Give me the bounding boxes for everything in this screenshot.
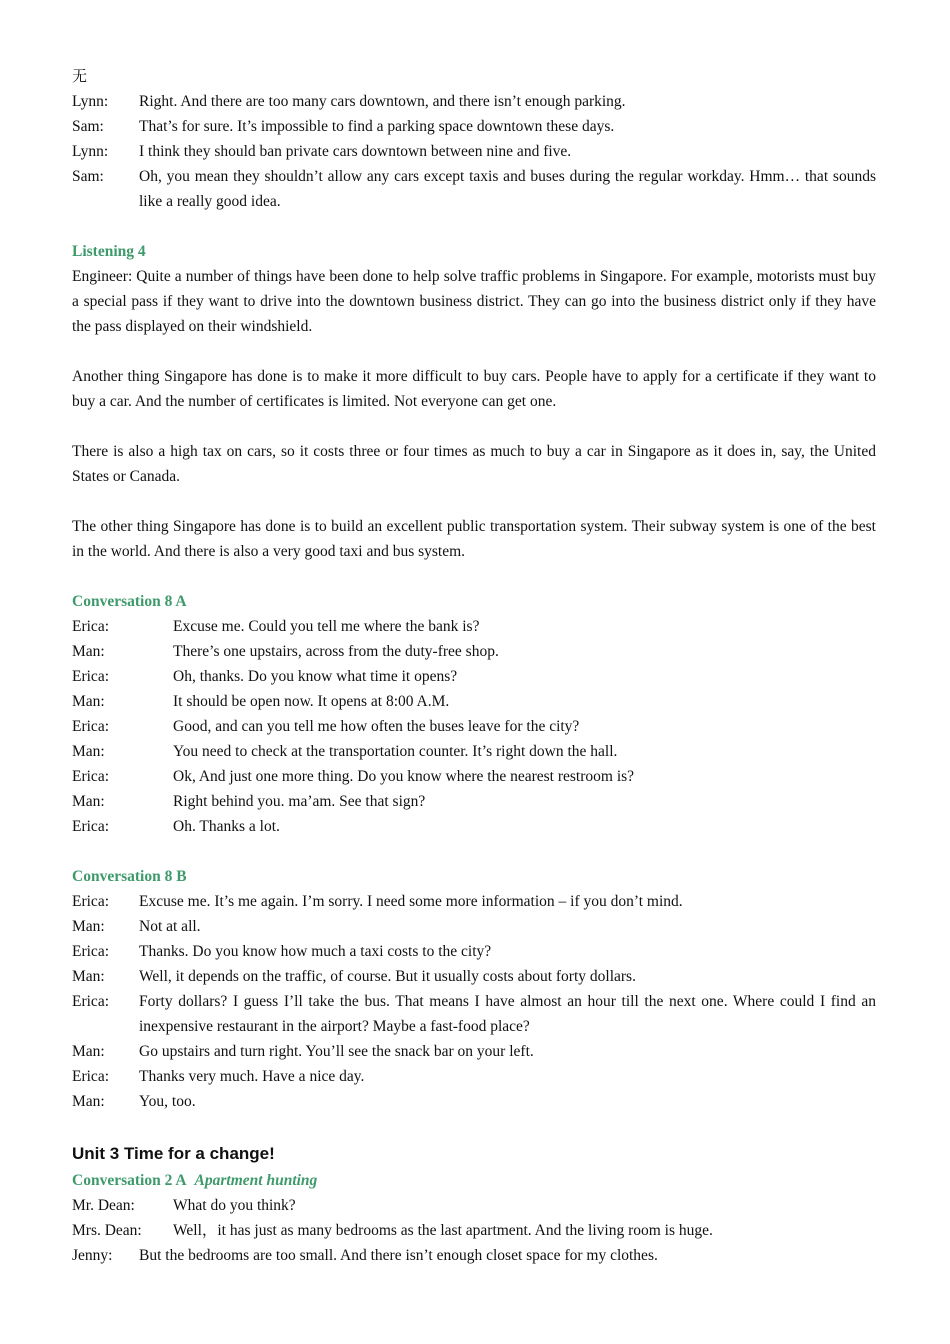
dialogue-line bbox=[72, 739, 876, 764]
speaker: Man: bbox=[72, 643, 105, 660]
speaker: Erica: bbox=[72, 768, 110, 785]
paragraph: Engineer: Quite a number of things have been done to help solve traffic problems in Singapore. For example, motorists must buy a special pass if they want to drive into the downtown business district. They can go into the business district only if they have the pass displayed on their windshield. bbox=[72, 268, 876, 335]
dialogue-line bbox=[72, 89, 876, 114]
dialogue-text: What do you think? bbox=[173, 1197, 296, 1214]
dialogue-line bbox=[72, 814, 876, 839]
dialogue-text: Thanks very much. Have a nice day. bbox=[139, 1068, 365, 1085]
speaker: Erica: bbox=[72, 718, 110, 735]
dialogue-line bbox=[72, 164, 876, 214]
dialogue-line bbox=[72, 639, 876, 664]
dialogue-line bbox=[72, 689, 876, 714]
dialogue-line bbox=[72, 1243, 876, 1268]
speaker: Mr. Dean: bbox=[72, 1197, 135, 1214]
dialogue-text: Oh. Thanks a lot. bbox=[173, 818, 280, 835]
unit-3-heading: Unit 3 Time for a change! bbox=[72, 1144, 275, 1163]
dialogue-text: Good, and can you tell me how often the buses leave for the city? bbox=[173, 718, 580, 735]
dialogue-text: Thanks. Do you know how much a taxi costs to the city? bbox=[139, 943, 492, 960]
speaker: Man: bbox=[72, 693, 105, 710]
speaker: Lynn: bbox=[72, 143, 109, 160]
speaker: Sam: bbox=[72, 168, 104, 185]
dialogue-text: Go upstairs and turn right. You’ll see the snack bar on your left. bbox=[139, 1043, 534, 1060]
dialogue-text: Well，it has just as many bedrooms as the last apartment. And the living room is huge. bbox=[173, 1222, 713, 1239]
speaker: Sam: bbox=[72, 118, 104, 135]
dialogue-text: You need to check at the transportation counter. It’s right down the hall. bbox=[173, 743, 618, 760]
dialogue-line bbox=[72, 939, 876, 964]
speaker: Erica: bbox=[72, 818, 110, 835]
dialogue-line bbox=[72, 614, 876, 639]
speaker: Man: bbox=[72, 743, 105, 760]
dialogue-line bbox=[72, 989, 876, 1039]
speaker: Man: bbox=[72, 1093, 105, 1110]
dialogue-line bbox=[72, 789, 876, 814]
dialogue-text: Oh, you mean they shouldn’t allow any cars except taxis and buses during the regular workday. Hmm… that sounds like a really good idea. bbox=[139, 168, 876, 210]
dialogue-text: Excuse me. Could you tell me where the bank is? bbox=[173, 618, 480, 635]
speaker: Erica: bbox=[72, 668, 110, 685]
dialogue-line bbox=[72, 1193, 876, 1218]
dialogue-line bbox=[72, 964, 876, 989]
speaker: Erica: bbox=[72, 993, 110, 1010]
speaker: Erica: bbox=[72, 618, 110, 635]
dialogue-line bbox=[72, 114, 876, 139]
speaker: Mrs. Dean: bbox=[72, 1222, 142, 1239]
conversation-2a-title: Conversation 2 A bbox=[72, 1172, 187, 1189]
speaker: Erica: bbox=[72, 893, 110, 910]
dialogue-line bbox=[72, 714, 876, 739]
dialogue-line bbox=[72, 139, 876, 164]
dialogue-text: That’s for sure. It’s impossible to find a parking space downtown these days. bbox=[139, 118, 615, 135]
dialogue-text: But the bedrooms are too small. And there isn’t enough closet space for my clothes. bbox=[139, 1247, 658, 1264]
speaker: Man: bbox=[72, 793, 105, 810]
listening-4-heading: Listening 4 bbox=[72, 243, 146, 260]
speaker: Erica: bbox=[72, 1068, 110, 1085]
dialogue-text: Ok, And just one more thing. Do you know where the nearest restroom is? bbox=[173, 768, 635, 785]
dialogue-text: Oh, thanks. Do you know what time it opens? bbox=[173, 668, 458, 685]
dialogue-line bbox=[72, 1218, 876, 1243]
dialogue-text: Not at all. bbox=[139, 918, 201, 935]
dialogue-text: It should be open now. It opens at 8:00 A.M. bbox=[173, 693, 450, 710]
top-note: 无 bbox=[72, 67, 88, 85]
dialogue-line bbox=[72, 1039, 876, 1064]
speaker: Jenny: bbox=[72, 1247, 113, 1264]
speaker: Man: bbox=[72, 968, 105, 985]
speaker: Man: bbox=[72, 918, 105, 935]
conversation-8a-heading: Conversation 8 A bbox=[72, 593, 187, 610]
dialogue-line bbox=[72, 1089, 876, 1114]
conversation-2a-heading bbox=[72, 1168, 876, 1193]
dialogue-line bbox=[72, 764, 876, 789]
dialogue-text: Right behind you. ma’am. See that sign? bbox=[173, 793, 426, 810]
dialogue-text: Well, it depends on the traffic, of course. But it usually costs about forty dollars. bbox=[139, 968, 636, 985]
dialogue-line bbox=[72, 1064, 876, 1089]
paragraph: There is also a high tax on cars, so it costs three or four times as much to buy a car in Singapore as it does in, say, the United States or Canada. bbox=[72, 443, 876, 485]
speaker: Man: bbox=[72, 1043, 105, 1060]
dialogue-text: Forty dollars? I guess I’ll take the bus. That means I have almost an hour till the next one. Where could I find an inexpensive restaurant in the airport? Maybe a fast-food place? bbox=[139, 993, 876, 1035]
dialogue-line bbox=[72, 664, 876, 689]
speaker: Lynn: bbox=[72, 93, 109, 110]
conversation-8b-heading: Conversation 8 B bbox=[72, 868, 187, 885]
dialogue-text: Right. And there are too many cars downtown, and there isn’t enough parking. bbox=[139, 93, 626, 110]
conversation-2a-subtitle: Apartment hunting bbox=[194, 1172, 318, 1189]
paragraph: The other thing Singapore has done is to build an excellent public transportation system. Their subway system is one of the best in the world. And there is also a very good taxi and bus system. bbox=[72, 518, 876, 560]
dialogue-line bbox=[72, 914, 876, 939]
dialogue-text: Excuse me. It’s me again. I’m sorry. I need some more information – if you don’t mind. bbox=[139, 893, 683, 910]
dialogue-text: There’s one upstairs, across from the duty-free shop. bbox=[173, 643, 499, 660]
dialogue-text: You, too. bbox=[139, 1093, 196, 1110]
speaker: Erica: bbox=[72, 943, 110, 960]
dialogue-text: I think they should ban private cars downtown between nine and five. bbox=[139, 143, 572, 160]
dialogue-line bbox=[72, 889, 876, 914]
paragraph: Another thing Singapore has done is to make it more difficult to buy cars. People have to apply for a certificate if they want to buy a car. And the number of certificates is limited. Not everyone can get one. bbox=[72, 368, 876, 410]
